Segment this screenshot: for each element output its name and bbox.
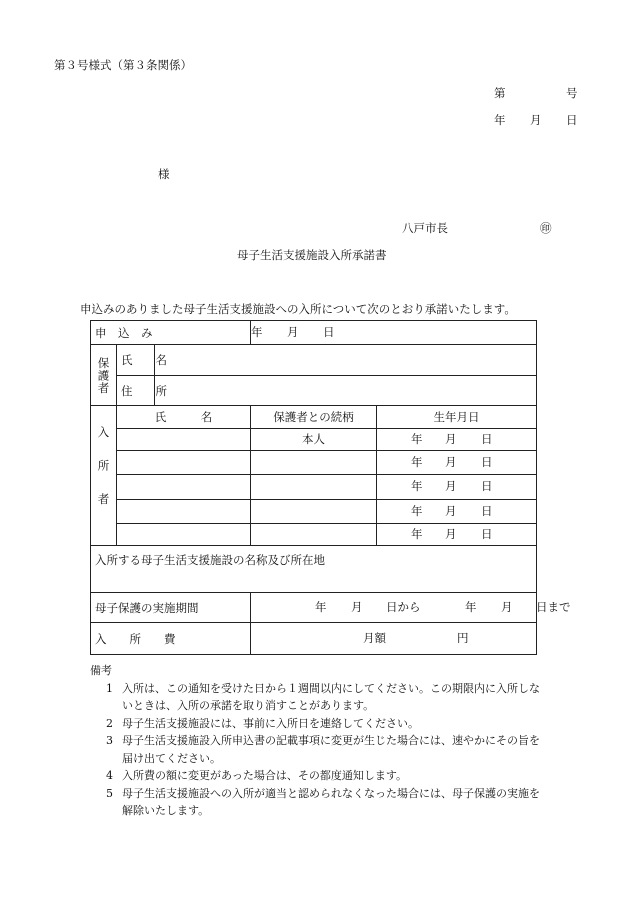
birth-date-field[interactable] [377,428,537,450]
guardian-name-label: 氏 名 [117,345,155,375]
doc-no-suffix: 号 [566,86,578,100]
resident-name-field[interactable] [117,524,251,546]
resident-label: 入所者 [91,406,117,546]
table-row [91,499,537,523]
resident-name-field[interactable] [117,450,251,474]
table-row [91,428,537,450]
table-row [91,475,537,499]
application-table [90,320,571,655]
facility-label: 入所する母子生活支援施設の名称及び所在地 [95,553,325,568]
app-year: 年 [251,325,263,340]
relation-field[interactable] [251,499,377,523]
note-item [90,767,550,785]
birth-date-field[interactable] [377,475,537,499]
guardian-label: 保護者 [91,345,117,406]
notes-title: 備考 [90,664,112,677]
birth-day: 日 [481,479,493,494]
period-from-day: 日から [386,600,421,615]
period-field[interactable] [251,593,571,623]
resident-name-field[interactable] [117,475,251,499]
application-date [251,321,537,345]
birth-year: 年 [411,455,423,470]
resident-name-field[interactable] [117,428,251,450]
relation-field[interactable] [251,475,377,499]
note-item [90,732,550,767]
doc-no-prefix: 第 [494,86,506,100]
note-number: 2 [106,716,113,730]
facility-field[interactable] [91,546,537,593]
birth-day: 日 [481,503,493,518]
note-number: 1 [106,681,113,695]
addressee-suffix: 様 [158,167,170,181]
fee-monthly: 月額 [363,631,387,646]
note-item [90,680,550,715]
date-month: 月 [530,113,542,127]
col-relation-header: 保護者との続柄 [251,406,377,428]
birth-year: 年 [411,527,423,542]
note-text: 入所費の額に変更があった場合は、その都度通知します。 [122,769,408,782]
note-item [90,785,550,820]
fee-yen: 円 [457,631,469,646]
note-number: 4 [106,769,113,782]
note-text: 母子生活支援施設入所申込書の記載事項に変更が生じた場合には、速やかにその旨を届け出てください。 [122,734,540,765]
form-number: 第３号様式（第３条関係） [54,58,192,72]
birth-month: 月 [445,479,457,494]
relation-self: 本人 [251,428,377,450]
note-text: 母子生活支援施設への入所が適当と認められなくなった場合には、母子保護の実施を解除いたします。 [122,786,540,817]
period-label: 母子保護の実施期間 [91,593,251,623]
birth-month: 月 [445,503,457,518]
col-name-header: 氏 名 [117,406,251,428]
period-from-year: 年 [315,600,327,615]
guardian-address-field[interactable] [155,375,537,405]
birth-month: 月 [445,527,457,542]
intro-text: 申込みのありました母子生活支援施設への入所について次のとおり承諾いたします。 [80,302,516,316]
document-title: 母子生活支援施設入所承諾書 [237,248,387,262]
birth-date-field[interactable] [377,524,537,546]
note-text: 母子生活支援施設には、事前に入所日を連絡してください。 [122,716,419,730]
date-day: 日 [566,113,578,127]
date-year: 年 [494,113,506,127]
note-number: 5 [106,786,113,800]
birth-day: 日 [481,431,493,446]
seal-mark: ㊞ [540,221,552,235]
fee-field[interactable] [251,623,537,655]
note-item [90,715,550,733]
period-from-month: 月 [351,600,363,615]
table-row [91,524,537,546]
app-month: 月 [287,325,299,340]
birth-year: 年 [411,479,423,494]
guardian-name-field[interactable] [155,345,537,375]
notes-section [90,662,550,820]
birth-month: 月 [445,455,457,470]
col-birth-header: 生年月日 [377,406,537,428]
period-to-month: 月 [501,600,513,615]
relation-field[interactable] [251,450,377,474]
birth-day: 日 [481,527,493,542]
birth-year: 年 [411,431,423,446]
app-day: 日 [323,325,335,340]
table-row [91,450,537,474]
note-text: 入所は、この通知を受けた日から１週間以内にしてください。この期限内に入所しないときは、入所の承諾を取り消すことがあります。 [122,681,540,712]
guardian-address-label: 住 所 [117,375,155,405]
relation-field[interactable] [251,524,377,546]
birth-date-field[interactable] [377,499,537,523]
birth-day: 日 [481,455,493,470]
birth-year: 年 [411,503,423,518]
birth-month: 月 [445,431,457,446]
period-to-year: 年 [465,600,477,615]
fee-label: 入 所 費 [91,623,251,655]
note-number: 3 [106,734,113,747]
application-label: 申 込 み [91,321,251,345]
birth-date-field[interactable] [377,450,537,474]
issuer-name: 八戸市長 [402,221,448,235]
period-to-day: 日まで [536,600,571,615]
resident-name-field[interactable] [117,499,251,523]
